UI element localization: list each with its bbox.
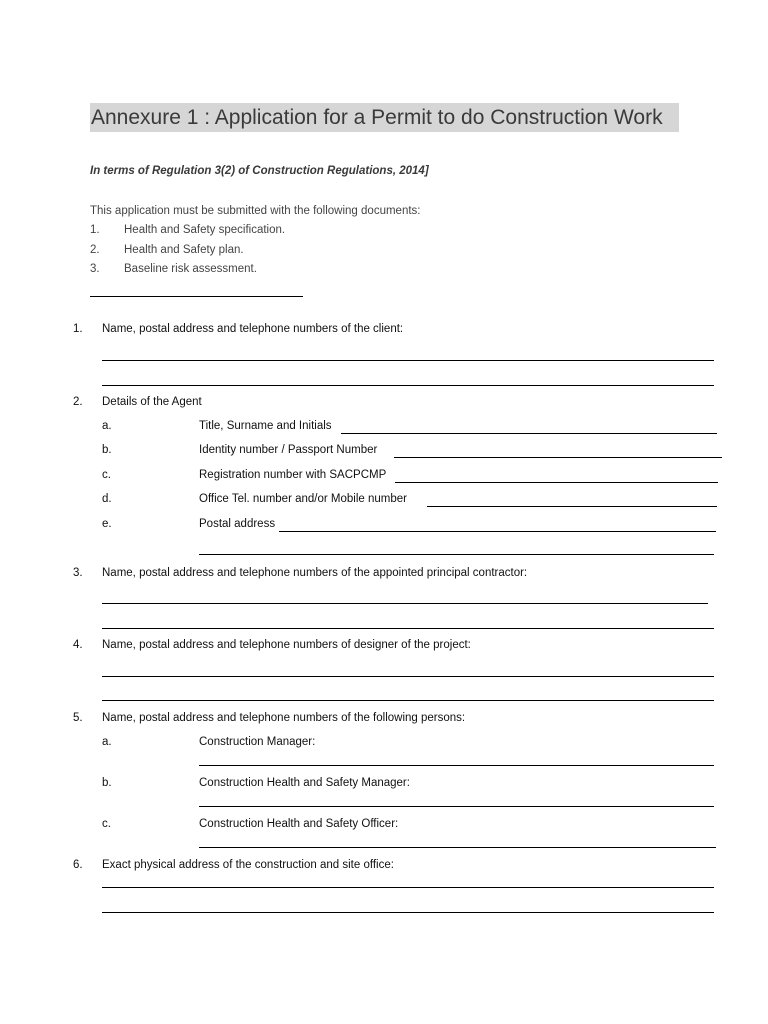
question-designer-label: Name, postal address and telephone numbers of designer of the project: bbox=[102, 639, 471, 651]
agent-phone-line[interactable] bbox=[427, 506, 717, 507]
client-details-line-1[interactable] bbox=[102, 360, 714, 361]
intro-text: This application must be submitted with the following documents: bbox=[90, 205, 421, 217]
sub-item-letter: b. bbox=[102, 444, 112, 456]
agent-id-line[interactable] bbox=[394, 457, 722, 458]
sub-item-letter: d. bbox=[102, 493, 112, 505]
regulation-reference: In terms of Regulation 3(2) of Construction Regulations, 2014] bbox=[90, 165, 429, 177]
contractor-details-line-1[interactable] bbox=[102, 603, 708, 604]
safety-manager-label: Construction Health and Safety Manager: bbox=[199, 777, 410, 789]
question-number: 6. bbox=[73, 859, 83, 871]
agent-registration-label: Registration number with SACPCMP bbox=[199, 469, 387, 481]
agent-id-label: Identity number / Passport Number bbox=[199, 444, 378, 456]
question-number: 5. bbox=[73, 712, 83, 724]
sub-item-letter: b. bbox=[102, 777, 112, 789]
document-item: Health and Safety plan. bbox=[124, 244, 244, 256]
site-address-line-2[interactable] bbox=[102, 912, 714, 913]
sub-item-letter: c. bbox=[102, 469, 111, 481]
question-number: 2. bbox=[73, 396, 83, 408]
page-title: Annexure 1 : Application for a Permit to do Construction Work bbox=[90, 103, 679, 132]
safety-officer-line[interactable] bbox=[199, 847, 716, 848]
agent-registration-line[interactable] bbox=[395, 482, 718, 483]
contractor-details-line-2[interactable] bbox=[102, 628, 714, 629]
agent-postal-line-2[interactable] bbox=[199, 554, 714, 555]
agent-phone-label: Office Tel. number and/or Mobile number bbox=[199, 493, 407, 505]
document-number: 1. bbox=[90, 224, 100, 236]
client-details-line-2[interactable] bbox=[102, 385, 714, 386]
safety-manager-line[interactable] bbox=[199, 806, 714, 807]
document-item: Health and Safety specification. bbox=[124, 224, 286, 236]
designer-details-line-2[interactable] bbox=[102, 700, 714, 701]
agent-title-label: Title, Surname and Initials bbox=[199, 420, 332, 432]
sub-item-letter: a. bbox=[102, 420, 112, 432]
question-number: 3. bbox=[73, 567, 83, 579]
question-contractor-label: Name, postal address and telephone numbers of the appointed principal contractor: bbox=[102, 567, 528, 579]
document-number: 2. bbox=[90, 244, 100, 256]
question-persons-label: Name, postal address and telephone numbers of the following persons: bbox=[102, 712, 466, 724]
agent-postal-label: Postal address bbox=[199, 518, 276, 530]
site-address-line-1[interactable] bbox=[102, 887, 714, 888]
question-client-label: Name, postal address and telephone numbers of the client: bbox=[102, 323, 404, 335]
question-agent-label: Details of the Agent bbox=[102, 396, 202, 408]
designer-details-line-1[interactable] bbox=[102, 676, 714, 677]
safety-officer-label: Construction Health and Safety Officer: bbox=[199, 818, 399, 830]
question-site-address-label: Exact physical address of the construction and site office: bbox=[102, 859, 394, 871]
sub-item-letter: a. bbox=[102, 736, 112, 748]
construction-manager-line[interactable] bbox=[199, 765, 714, 766]
sub-item-letter: e. bbox=[102, 518, 112, 530]
section-divider bbox=[90, 296, 303, 297]
question-number: 1. bbox=[73, 323, 83, 335]
document-number: 3. bbox=[90, 263, 100, 275]
agent-postal-line-1[interactable] bbox=[279, 531, 716, 532]
document-item: Baseline risk assessment. bbox=[124, 263, 257, 275]
question-number: 4. bbox=[73, 639, 83, 651]
construction-manager-label: Construction Manager: bbox=[199, 736, 316, 748]
agent-title-line[interactable] bbox=[341, 433, 717, 434]
sub-item-letter: c. bbox=[102, 818, 111, 830]
